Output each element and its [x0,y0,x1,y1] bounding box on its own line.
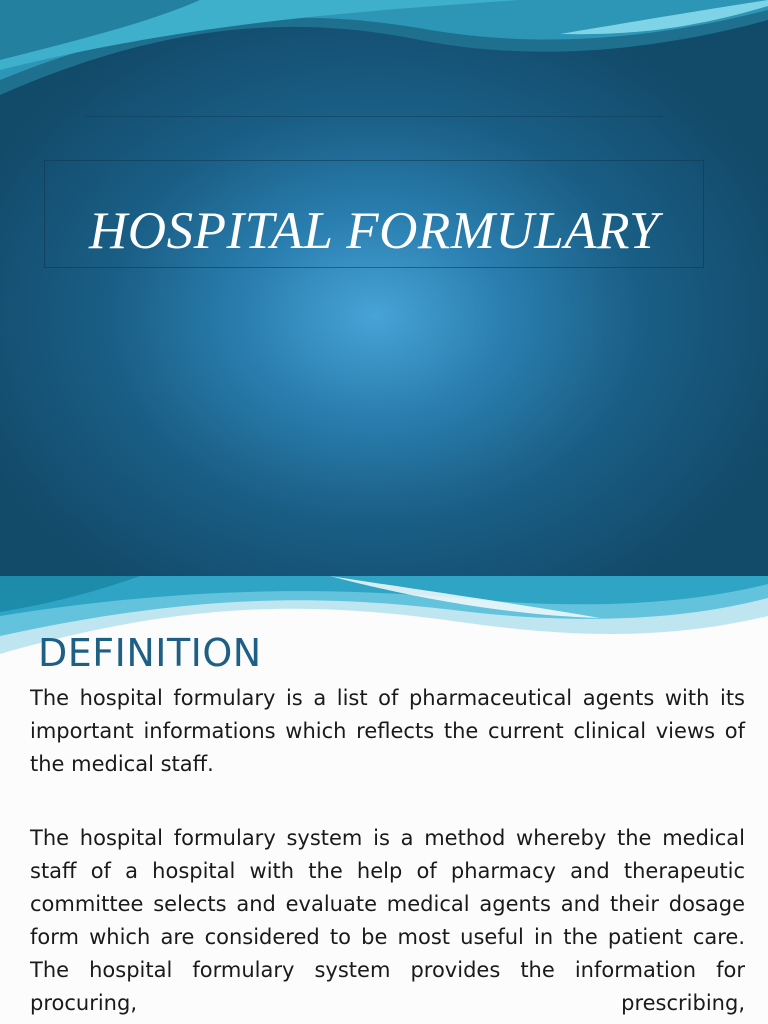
definition-slide [0,576,768,1024]
definition-paragraph-2: The hospital formulary system is a method whereby the medical staff of a hospital with the help of pharmacy and therapeutic committee selects and evaluate medical agents and their dosage form which are considered to be most useful in the patient care. The hospital formulary system provides the information for procuring, prescribing, [30,826,745,1015]
definition-paragraph-1: The hospital formulary is a list of pharmaceutical agents with its important informations which reflects the current clinical views of the medical staff. [30,686,745,776]
top-wave-decoration [0,0,768,95]
slide-title: HOSPITAL FORMULARY [89,202,659,260]
slide-heading: DEFINITION [38,631,262,675]
title-placeholder [44,160,704,268]
